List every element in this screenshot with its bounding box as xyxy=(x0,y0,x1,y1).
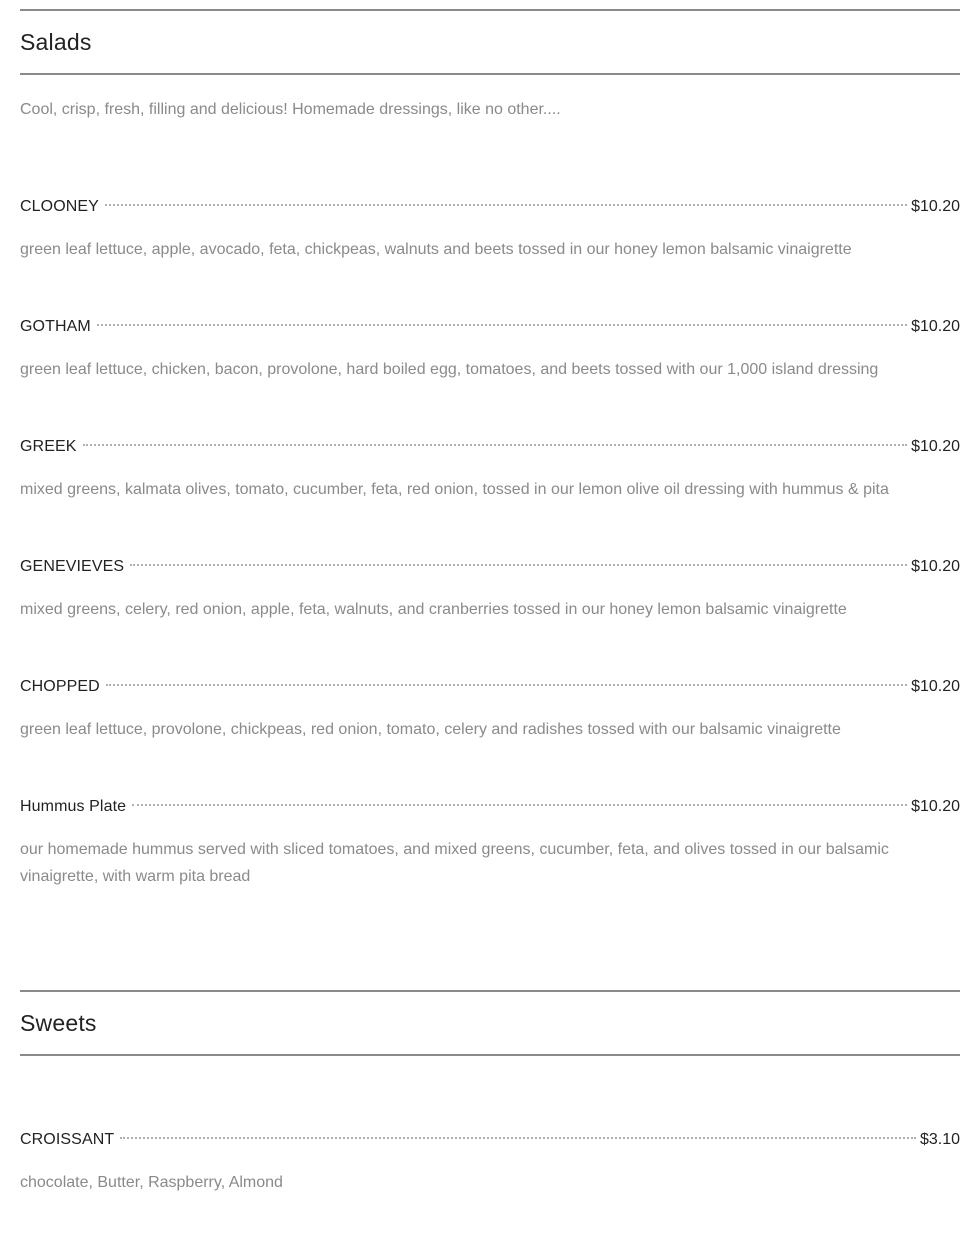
salads-section-header xyxy=(20,9,960,75)
menu-item-row xyxy=(20,198,960,222)
menu-item-description: mixed greens, kalmata olives, tomato, cucumber, feta, red onion, tossed in our lemon olive oil dressing with hummus & pita xyxy=(20,481,889,498)
menu-item-name: GOTHAM xyxy=(20,318,91,335)
menu-item-row xyxy=(20,558,960,582)
menu-item-chopped xyxy=(20,678,960,743)
menu-item-croissant xyxy=(20,1131,960,1196)
menu-item-price: $3.10 xyxy=(919,1131,960,1148)
menu-item-row xyxy=(20,318,960,342)
salads-intro: Cool, crisp, fresh, filling and delicious! Homemade dressings, like no other.... xyxy=(20,101,561,118)
salads-heading-bar xyxy=(20,9,960,75)
menu-item-name: CLOONEY xyxy=(20,198,99,215)
menu-item-description: our homemade hummus served with sliced tomatoes, and mixed greens, cucumber, feta, and olives tossed in our balsamic vinaigrette, with warm pita bread xyxy=(20,841,889,885)
sweets-title: Sweets xyxy=(20,1009,97,1036)
dot-leader xyxy=(120,1137,916,1139)
menu-item-row xyxy=(20,798,960,822)
menu-item-row xyxy=(20,678,960,702)
menu-item-description: green leaf lettuce, apple, avocado, feta, chickpeas, walnuts and beets tossed in our honey lemon balsamic vinaigrette xyxy=(20,241,852,258)
dot-leader xyxy=(105,204,907,206)
dot-leader xyxy=(132,804,907,806)
sweets-section-header xyxy=(20,990,960,1056)
dot-leader xyxy=(106,684,907,686)
dot-leader xyxy=(97,324,907,326)
menu-item-name: Hummus Plate xyxy=(20,798,127,815)
salads-title: Salads xyxy=(20,28,92,55)
menu-item-row xyxy=(20,438,960,462)
menu-item-description: green leaf lettuce, chicken, bacon, provolone, hard boiled egg, tomatoes, and beets tossed with our 1,000 island dressing xyxy=(20,361,879,378)
dot-leader xyxy=(83,444,908,446)
menu-item-description: chocolate, Butter, Raspberry, Almond xyxy=(20,1174,283,1191)
menu-item-price: $10.20 xyxy=(911,318,960,335)
menu-item-greek xyxy=(20,438,960,503)
menu-item-price: $10.20 xyxy=(911,558,960,575)
salads-intro-block xyxy=(20,101,960,119)
menu-item-name: GENEVIEVES xyxy=(20,558,125,575)
sweets-heading-bar xyxy=(20,990,960,1056)
menu-item-description: mixed greens, celery, red onion, apple, feta, walnuts, and cranberries tossed in our honey lemon balsamic vinaigrette xyxy=(20,601,847,618)
menu-item-price: $10.20 xyxy=(911,798,960,815)
menu-item-name: GREEK xyxy=(20,438,77,455)
menu-item-gotham xyxy=(20,318,960,383)
menu-item-row xyxy=(20,1131,960,1155)
menu-item-price: $10.20 xyxy=(911,198,960,215)
dot-leader xyxy=(130,564,907,566)
menu-item-clooney xyxy=(20,198,960,263)
menu-item-price: $10.20 xyxy=(911,678,960,695)
menu-item-name: CHOPPED xyxy=(20,678,100,695)
menu-item-price: $10.20 xyxy=(911,438,960,455)
menu-item-name: CROISSANT xyxy=(20,1131,115,1148)
menu-item-hummus-plate xyxy=(20,798,960,890)
menu-item-genevieves xyxy=(20,558,960,623)
menu-item-description: green leaf lettuce, provolone, chickpeas, red onion, tomato, celery and radishes tossed with our balsamic vinaigrette xyxy=(20,721,841,738)
